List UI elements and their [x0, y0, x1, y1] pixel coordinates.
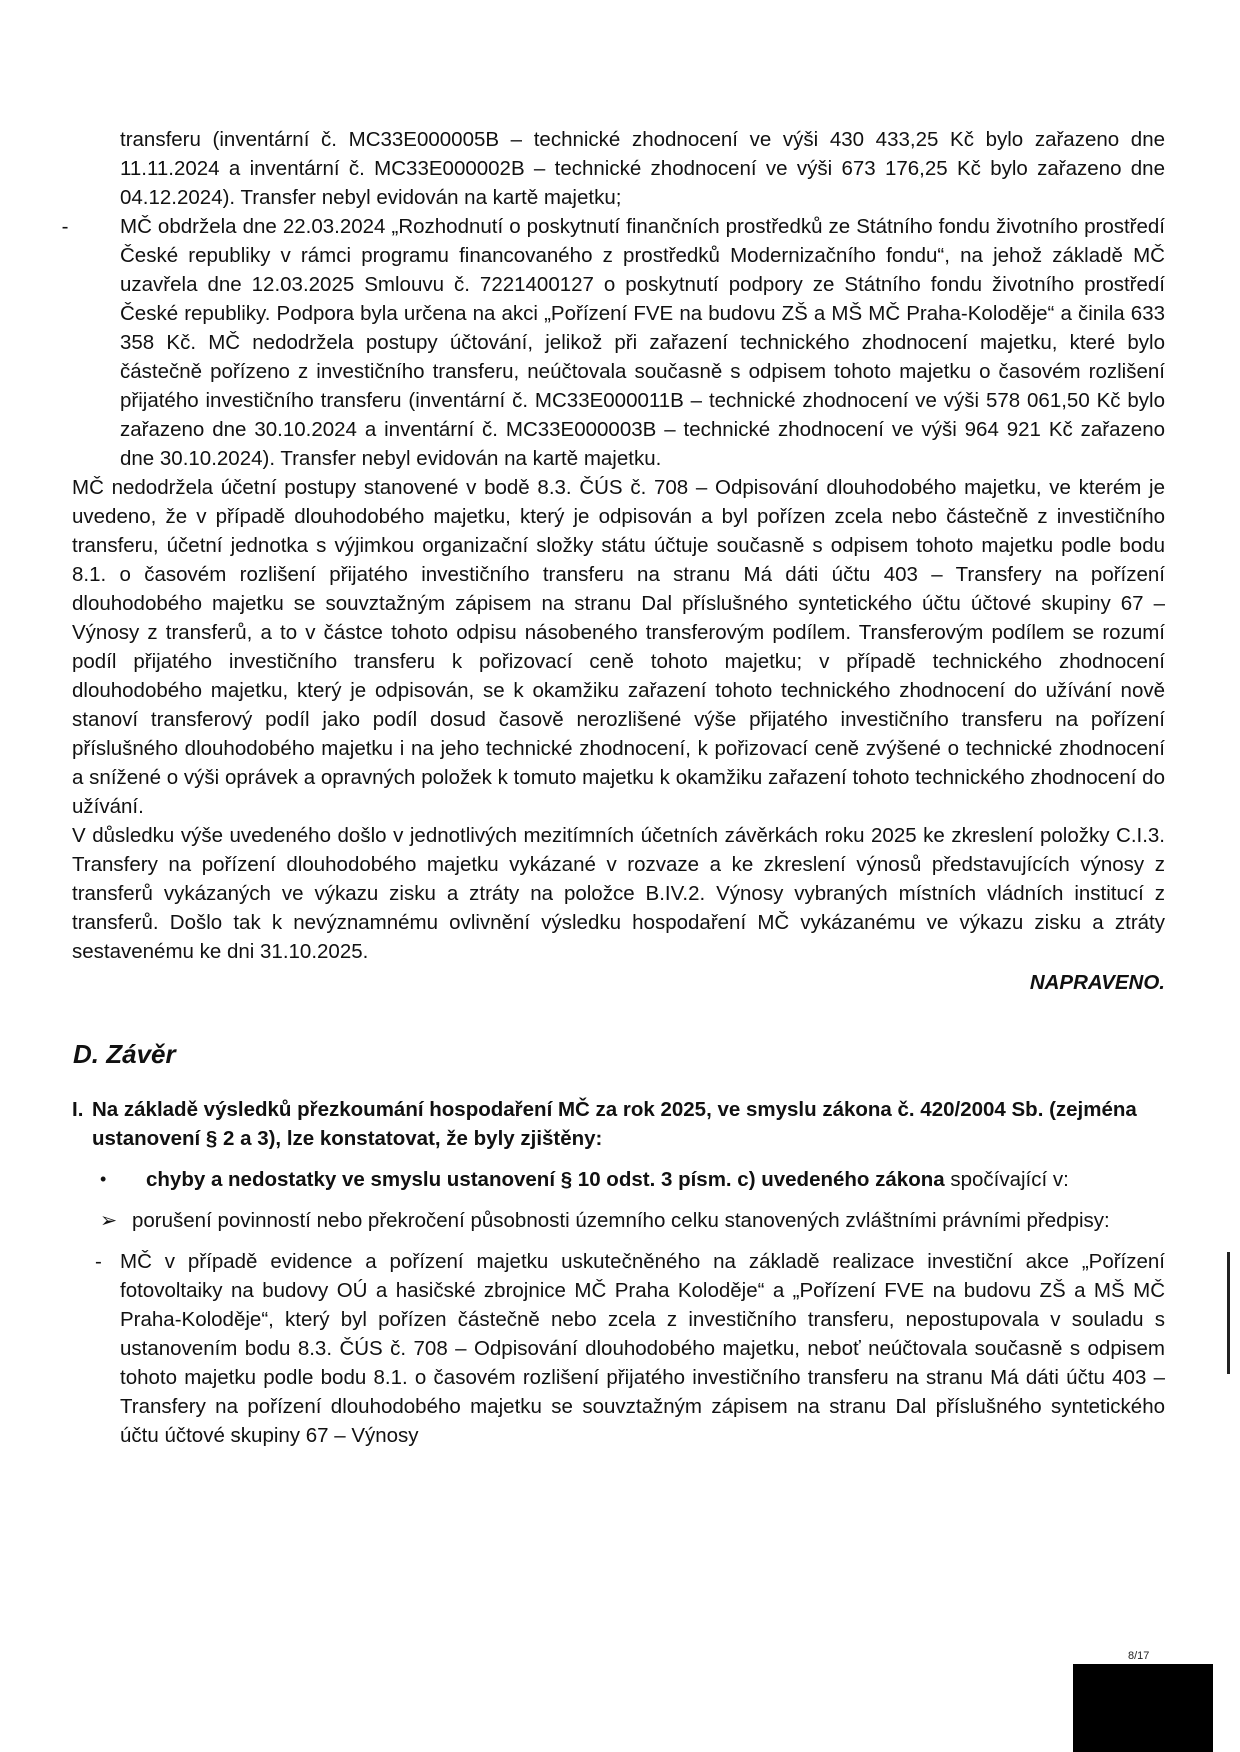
sub-dash-item	[95, 1247, 1165, 1450]
redaction-box	[1073, 1664, 1213, 1752]
bullet-bold-text: chyby a nedostatky ve smyslu ustanovení § 10 odst. 3 písm. c) uvedeného zákona	[146, 1168, 945, 1191]
napraveno-label: NAPRAVENO.	[1029, 971, 1165, 994]
arrow-text: porušení povinností nebo překročení působnosti územního celku stanovených zvláštními právními předpisy:	[132, 1209, 1110, 1232]
dash-list-item	[61, 212, 1165, 473]
scan-margin-mark	[1227, 1252, 1230, 1374]
continued-item-text: transferu (inventární č. MC33E000005B – technické zhodnocení ve výši 430 433,25 Kč bylo zařazeno dne 11.11.2024 a inventární č. MC33E000002B – technické zhodnocení ve výši 673 176,25 Kč bylo zařazeno dne 04.12.2024). Transfer nebyl evidován na kartě majetku;	[120, 128, 1165, 209]
document-body	[61, 125, 1165, 1450]
bullet-item	[100, 1165, 1165, 1194]
conclusion-roman-item	[72, 1095, 1165, 1153]
paragraph-dusledek: V důsledku výše uvedeného došlo v jednotlivých mezitímních účetních závěrkách roku 2025 ke zkreslení položky C.I.3. Transfery na pořízení dlouhodobého majetku vykázané v rozvaze a ke zkreslení výnosů představujících výnosy z transferů vykázaných ve výkazu zisku a ztráty na položce B.IV.2. Výnosy vybraných místních vládních institucí z transferů. Došlo tak k nevýznamnému ovlivnění výsledku hospodaření MČ vykázanému ve výkazu zisku a ztráty sestavenému ke dni 31.10.2025.	[72, 824, 1165, 963]
roman-marker: I.	[72, 1098, 84, 1121]
sub-dash-text: MČ v případě evidence a pořízení majetku uskutečněného na základě realizace investiční akce „Pořízení fotovoltaiky na budovy OÚ a hasičské zbrojnice MČ Praha Koloděje“ a „Pořízení FVE na budovu ZŠ a MŠ MČ Praha-Koloděje“, který byl pořízen částečně nebo zcela z investičního transferu, nepostupovala v souladu s ustanovením bodu 8.3. ČÚS č. 708 – Odpisování dlouhodobého majetku, neboť neúčtovala současně s odpisem tohoto majetku podle bodu 8.1. o časovém rozlišení přijatého investičního transferu na stranu Má dáti účtu 403 – Transfery na pořízení dlouhodobého majetku se souvztažným zápisem na stranu Dal příslušného syntetického účtu účtové skupiny 67 – Výnosy	[120, 1250, 1165, 1447]
paragraph-postupy: MČ nedodržela účetní postupy stanovené v bodě 8.3. ČÚS č. 708 – Odpisování dlouhodobého majetku, ve kterém je uvedeno, že v případě dlouhodobého majetku, který je odpisován a byl pořízen zcela nebo částečně z investičního transferu, účetní jednotka s výjimkou organizační složky státu účtuje současně s odpisem tohoto majetku podle bodu 8.1. o časovém rozlišení přijatého investičního transferu na stranu Má dáti účtu 403 – Transfery na pořízení dlouhodobého majetku se souvztažným zápisem na stranu Dal příslušného syntetického účtu účtové skupiny 67 – Výnosy z transferů, a to v částce tohoto odpisu násobeného transferovým podílem. Transferovým podílem se rozumí podíl přijatého investičního transferu k pořizovací ceně tohoto majetku; v případě technického zhodnocení dlouhodobého majetku, který je odpisován, se k okamžiku zařazení tohoto technického zhodnocení do užívání nově stanoví transferový podíl jako podíl dosud časově nerozlišené výše přijatého investičního transferu na pořízení příslušného dlouhodobého majetku i na jeho technické zhodnocení, k pořizovací ceně zvýšené o technické zhodnocení a snížené o výši oprávek a opravných položek k tomuto majetku k okamžiku zařazení tohoto technického zhodnocení do užívání.	[72, 476, 1165, 818]
bullet-text	[146, 1165, 1069, 1194]
sub-dash-marker: -	[95, 1250, 102, 1273]
roman-text: Na základě výsledků přezkoumání hospodaření MČ za rok 2025, ve smyslu zákona č. 420/2004 Sb. (zejména ustanovení § 2 a 3), lze konstatovat, že byly zjištěny:	[92, 1098, 1137, 1150]
bullet-marker: •	[100, 1169, 107, 1189]
arrow-item	[100, 1206, 1165, 1235]
arrow-marker: ➢	[100, 1209, 118, 1232]
dash-marker: -	[61, 215, 69, 238]
section-heading: D. Závěr	[73, 1039, 176, 1069]
page-number: 8/17	[1128, 1650, 1150, 1662]
dash-item-text: MČ obdržela dne 22.03.2024 „Rozhodnutí o poskytnutí finančních prostředků ze Státního fondu životního prostředí České republiky v rámci programu financovaného z prostředků Modernizačního fondu“, na jehož základě MČ uzavřela dne 12.03.2025 Smlouvu č. 7221400127 o poskytnutí podpory ze Státního fondu životního prostředí České republiky. Podpora byla určena na akci „Pořízení FVE na budovu ZŠ a MŠ MČ Praha-Koloděje“ a činila 633 358 Kč. MČ nedodržela postupy účtování, jelikož při zařazení technického zhodnocení majetku, které bylo částečně pořízeno z investičního transferu, neúčtovala současně s odpisem tohoto majetku o časovém rozlišení přijatého investičního transferu (inventární č. MC33E000011B – technické zhodnocení ve výši 578 061,50 Kč bylo zařazeno dne 30.10.2024 a inventární č. MC33E000003B – technické zhodnocení ve výši 964 921 Kč zařazeno dne 30.10.2024). Transfer nebyl evidován na kartě majetku.	[120, 215, 1165, 470]
bullet-rest-text: spočívající v:	[944, 1168, 1069, 1191]
